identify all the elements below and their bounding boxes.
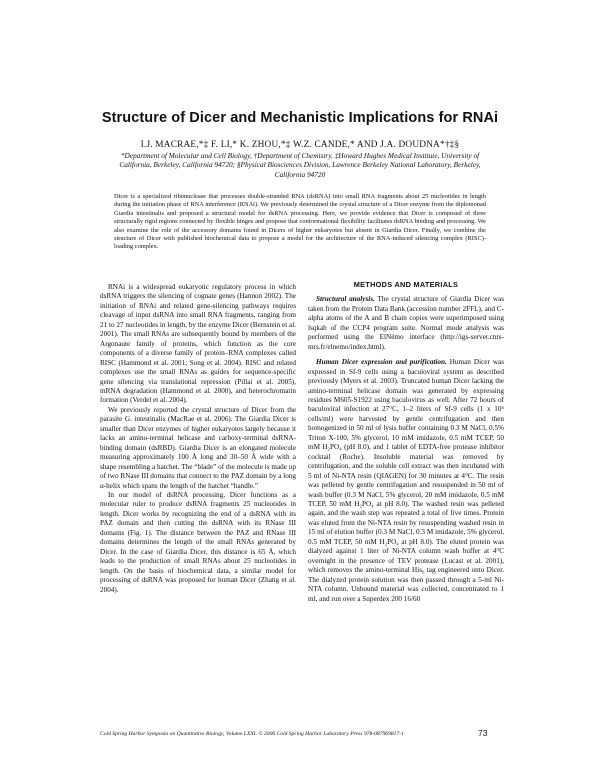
affiliations: *Department of Molecular and Cell Biology, †Department of Chemistry, ‡Howard Hughes Medical Institute, University of California, Berkeley, California 94720; §Physical Biosciences Division, Lawrence Berkeley National Laboratory, Berkeley, California 94720 — [119, 151, 481, 179]
expression-paragraph — [308, 358, 504, 604]
structural-analysis-heading: Structural analysis. — [316, 295, 375, 304]
left-column — [100, 283, 296, 595]
section-heading-methods: METHODS AND MATERIALS — [353, 280, 459, 289]
journal-footer: Cold Spring Harbor Symposia on Quantitative Biology, Volume LXXI. © 2006 Cold Spring Harbor Laboratory Press 978-087969817-1 — [100, 731, 404, 737]
intro-paragraph-1: RNAi is a widespread eukaryotic regulatory process in which dsRNA triggers the silencing of cognate genes (Hannon 2002). The initiation of RNAi and related gene-silencing pathways requires cleavage of input dsRNA into small RNA fragments, ranging from 21 to 27 nucleotides in length, by the enzyme Dicer (Bernstein et al. 2001). The small RNAs are subsequently bound by members of the Argonaute family of proteins, which function as the core components of a diverse family of protein–RNA complexes called RISC (Hammond et al. 2001; Song et al. 2004). RISC and related complexes use the small RNAs as guides for sequence-specific gene silencing via translational repression (Pillai et al. 2005), mRNA degradation (Hammond et al. 2000), and heterochromatin formation (Verdel et al. 2004). — [100, 283, 297, 405]
expression-text: Human Dicer was expressed in Sf-9 cells using a baculoviral system as described previously (Myers et al. 2003). Truncated human Dicer lacking the amino-terminal helicase domain was generated by expressing residues M605-S1922 using baculovirus as well. After 72 hours of baculoviral infection at 27°C, 1–2 liters of Sf-9 cells (1 x 10⁶ cells/ml) were harvested by gentle centrifugation and then homogenized in 50 ml of lysis buffer containing 0.3 M NaCl, 0.5% Triton X-100, 5% glycerol, 10 mM imidazole, 0.5 mM TCEP, 50 mM H₂PO₄ (pH 8.0), and 1 tablet of EDTA-free protease inhibitor cocktail (Roche). Insoluble material was removed by centrifugation, and the soluble cell extract was then incubated with 5 ml of Ni-NTA resin (QIAGEN) for 30 minutes at 4°C. The resin was pelleted by gentle centrifugation and resuspended in 50 ml of wash buffer (0.3 M NaCl, 5% glycerol, 20 mM imidazole, 0.5 mM TCEP, 50 mM H₂PO₄ at pH 8.0). The washed resin was pelleted again, and the wash step was repeated a total of five times. Protein was eluted from the Ni-NTA resin by resuspending washed resin in 15 ml of elution buffer (0.3 M NaCl, 0.3 M imidazole, 5% glycerol, 0.5 mM TCEP, 50 mM H₂PO₄ at pH 8.0). The eluted protein was dialyzed against 1 liter of Ni-NTA column wash buffer at 4°C overnight in the presence of TEV protease (Lucast et al. 2001), which removes the amino-terminal His₆ tag engineered onto Dicer. The dialyzed protein solution was then passed through a 5-ml Ni-NTA column. Unbound material was collected, concentrated to 1 ml, and run over a Superdex 200 16/60 — [308, 358, 504, 603]
intro-paragraph-2: We previously reported the crystal structure of Dicer from the parasite G. intestinalis (MacRae et al. 2006). The Giardia Dicer is smaller than Dicer enzymes of higher eukaryotes largely because it lacks an amino-terminal helicase and carboxy-terminal dsRNA-binding domain (dsRBD). Giardia Dicer is an elongated molecule measuring approximately 100 Å long and 30–50 Å wide with a shape resembling a hatchet. The “blade” of the molecule is made up of two RNase III domains that connect to the PAZ domain by a long α-helix which spans the length of the hatchet “handle.” — [100, 405, 296, 490]
paper-title: Structure of Dicer and Mechanistic Implications for RNAi — [101, 110, 499, 126]
structural-analysis-paragraph — [308, 295, 504, 352]
intro-paragraph-3: In our model of dsRNA processing, Dicer functions as a molecular ruler to produce dsRNA fragments 25 nucleotides in length. Dicer works by recognizing the end of a dsRNA with its PAZ domain and then cutting the dsRNA with its RNase III domains (Fig. 1). The distance between the PAZ and RNase III domains determines the length of the small RNAs generated by Dicer. In the case of Giardia Dicer, this distance is 65 Å, which leads to the production of small RNAs about 25 nucleotides in length. On the basis of biochemical data, a similar model for processing of dsRNA was proposed for human Dicer (Zhang et al. 2004). — [100, 490, 296, 594]
page-number: 73 — [478, 728, 488, 738]
expression-heading: Human Dicer expression and purification. — [316, 358, 447, 367]
structural-analysis-text: The crystal structure of Giardia Dicer was taken from the Protein Data Bank (accession number 2FFL), and C-alpha atoms of the A and B chain copies were superimposed using lsqkab of the CCP4 program suite. Normal mode analysis was performed using the ElNémo interface (http://igs-server.cnrs-mrs.fr/elnemo/index.html). — [308, 295, 504, 351]
author-list: I.J. MACRAE,*‡ F. LI,* K. ZHOU,*‡ W.Z. CANDE,* AND J.A. DOUDNA*†‡§ — [140, 140, 460, 150]
right-column — [308, 280, 504, 604]
abstract: Dicer is a specialized ribonuclease that processes double-stranded RNA (dsRNA) into small RNA fragments about 25 nucleotides in length during the initiation phase of RNA interference (RNAi). We previously determined the crystal structure of a Dicer enzyme from the diplomonad Giardia intestinalis and proposed a structural model for dsRNA processing. Here, we provide evidence that Dicer is composed of three structurally rigid regions connected by flexible hinges and propose that conformational flexibility facilitates dsRNA binding and processing. We also examine the role of the accessory domains found in Dicers of higher eukaryotes but absent in Giardia Dicer. Finally, we combine the structure of Dicer with published biochemical data to propose a model for the architecture of the RNA-induced silencing complex (RISC)-loading complex. — [114, 193, 486, 251]
